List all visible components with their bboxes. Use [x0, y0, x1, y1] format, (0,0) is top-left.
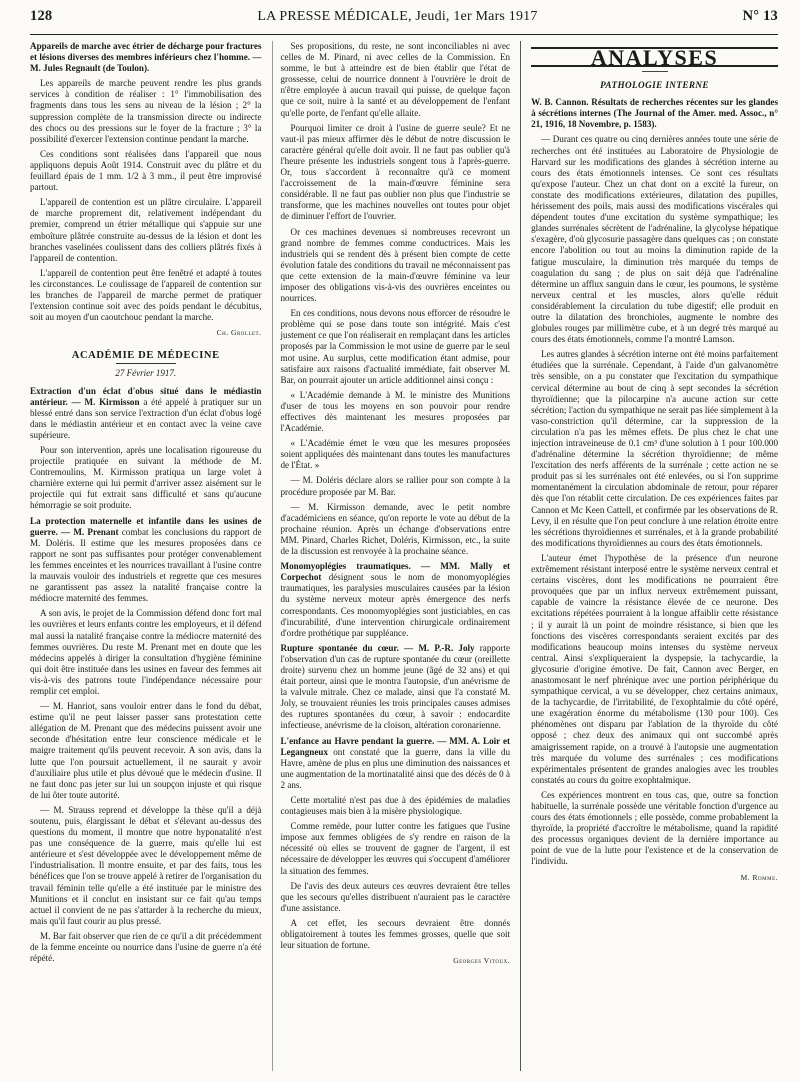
issue-number: N° 13	[742, 8, 778, 24]
discussion-paragraph: Or ces machines devenues si nombreuses recevront un grand nombre de femmes comme conductrices. Mais les industriels qui se rendent dès à présent bien compte de cette évolution fatale des conditions du travail ne méconnaissent pas que cette extension de la main-d'œuvre féminine va leur imposer des obligations vis-à-vis des ouvrières enceintes ou nourrices.	[280, 226, 511, 304]
page-header	[30, 8, 778, 35]
academie-heading: ACADÉMIE DE MÉDECINE	[71, 350, 220, 362]
enfance-paragraph: Comme remède, pour lutter contre les fatigues que l'usine impose aux femmes obligées de s'y rendre en raison de la nécessité où elles se trouvent de gagner de l'argent, il est nécessaire de développer les œuvres qui s'occupent d'améliorer la situation des femmes.	[280, 821, 511, 876]
heading-rule	[116, 363, 176, 364]
analysis-paragraph: L'auteur émet l'hypothèse de la présence d'un neurone extrêmement résistant interposé entre le système nerveux central et certains viscères, dont les modifications ne pourraient être provoquées que par un influx nerveux extrêmement puissant, capable de vaincre la résistance élevée de ce neurone. Des excitations répétées pourraient à la longue affaiblir cette résistance ; il y aurait là un point de moindre résistance, si bien que les fonctions des viscères correspondants seraient excités par des modifications beaucoup moins intenses du système nerveux central. Ainsi s'expliqueraient la dyspepsie, la tachycardie, la glycosurie d'origine émotive. De fait, Cannon avec Berger, en anastomosant le nerf phrénique avec une portion périphérique du sympathique cervical, a vu se développer, chez certains animaux, de la tachycardie, de l'irritabilité, de l'exophtalmie du côté opéré, une exagération énorme du métabolisme (130 pour 100). Ces phénomènes ont disparu par l'ablation de la thyroïde du côté opposé ; chez deux des animaux qui ont succombé après amaigrissement rapide, on a trouvé à l'autopsie une augmentation très marquée du volume des surrénales ; ces modifications expérimentales présentent de grandes analogies avec les troubles constatés au cours du goitre exophtalmique.	[531, 552, 778, 785]
enfance-paragraph: Cette mortalité n'est pas due à des épidémies de maladies contagieuses mais bien à la misère physiologique.	[280, 795, 511, 817]
analysis-paragraph: Ces expériences montrent en tous cas, que, outre sa fonction habituelle, la surrénale possède une véritable fonction d'urgence au cours des états émotionnels ; elle possède, comme probablement la thyroïde, la propriété d'accroître le métabolisme, quand la rapidité des processus organiques devient de la dernière importance au point de vue de la lutte pour l'existence et de la conservation de l'individu.	[531, 789, 778, 867]
section-heading: PATHOLOGIE INTERNE	[600, 80, 709, 91]
enfance-paragraph: A cet effet, les secours devraient être donnés obligatoirement à toutes les femmes grosses, quelle que soit leur situation de fortune.	[280, 917, 511, 951]
eclat-paragraph: Pour son intervention, après une localisation rigoureuse du projectile pratiquée en suivant la méthode de M. Contremoulins, M. Kirmisson pratiqua un large volet à charnière externe qui lui permit d'arriver assez aisément sur le projectile qui fut extrait sans difficulté et sans qu'aucune hémorragie se soit produite.	[30, 445, 262, 511]
column-1	[30, 41, 262, 1071]
protection-text: combat les conclusions du rapport de M. Doléris. Il estime que les mesures proposées dans ce rapport ne sont pas suffisantes pour protéger convenablement les femmes enceintes et les nourrices travaillant à l'usine contre la mauvais vouloir des industriels et regrette que ces mesures ne garantissent pas assez la natalité française contre la médiocre maternité des femmes.	[30, 526, 262, 604]
mono-text: désignent sous le nom de monomyoplégies traumatiques, les paralysies musculaires causées par la lésion du système nerveux moteur après émergence des nerfs correspondants. Ces monomyoplégies sont justiciables, en cas d'incurabilité, d'une intervention chirurgicale ordinairement d'ordre prothétique par suppléance.	[280, 572, 511, 638]
columns	[30, 41, 778, 1071]
enfance-paragraph: De l'avis des deux auteurs ces œuvres devraient être telles que les secours qu'elles distribuent n'auraient pas le caractère d'une assistance.	[280, 880, 511, 913]
protection-paragraph: A son avis, le projet de la Commission défend donc fort mal les ouvrières et leurs enfants contre les employeurs, et il défend mal aussi la natalité française contre la médiocre maternité des femmes ouvrières. Du reste M. Prenant met en doute que les médecins appelés à diriger la consultation d'hygiène féminine qui doit être instituée dans les usines en faveur des femmes ait vis-à-vis des patrons toute l'indépendance nécessaire pour remplir cet emploi.	[30, 608, 262, 696]
appareils-paragraph: Les appareils de marche peuvent rendre les plus grands services à condition de réaliser : 1° l'immobilisation des fragments dans tous les sens au niveau de la lésion ; 2° la suppression complète de la transmission directe ou indirecte des chocs ou des pressions sur le foyer de la fracture ; 3° la possibilité d'exercer l'extension continue pendant la marche.	[30, 78, 262, 144]
discussion-paragraph: Pourquoi limiter ce droit à l'usine de guerre seule? Et ne vaut-il pas mieux affirmer dès le début de notre discussion le caractère général qu'elle doit avoir. Il ne faut pas oublier qu'à l'heure présente les industriels songent tous à l'après-guerre. Or, tous s'accordent à reconnaître qu'à ce moment l'accroissement de la main-d'œuvre féminine sera considérable. Il ne faut pas oublier non plus que l'industrie se transforme, que les machines nouvelles ont toutes pour objet de diminuer l'effort de l'ouvrier.	[280, 122, 511, 222]
discussion-paragraph: — M. Doléris déclare alors se rallier pour son compte à la procédure proposée par M. Bar.	[280, 475, 511, 497]
appareils-title: Appareils de marche avec étrier de décharge pour fractures et lésions diverses des membres inférieurs chez l'homme. — M. Jules Regnault (de Toulon).	[30, 41, 262, 74]
session-date: 27 Février 1917.	[115, 368, 177, 379]
quoted-paragraph: « L'Académie demande à M. le ministre des Munitions d'user de tous les moyens en son pouvoir pour rendre effectives dès maintenant les mesures proposées par l'Académie.	[280, 389, 511, 434]
enfance-text: ont constaté que la guerre, dans la ville du Havre, amène de plus en plus une diminution des naissances et une augmentation de la mortinatalité ainsi que des décès de 0 à 2 ans.	[280, 746, 511, 790]
heading-rule	[642, 71, 668, 72]
column-2	[272, 41, 511, 1071]
mono-title: Monomyoplégies traumatiques. — MM. Mally et Corpechot	[280, 561, 511, 583]
eclat-text: a été appelé à pratiquer sur un blessé entré dans son service l'extraction d'un éclat d'obus logé dans le médiastin antérieur et en contact avec la veine cave supérieure.	[30, 396, 262, 440]
protection-paragraph: — M. Hanriot, sans vouloir entrer dans le fond du débat, estime qu'il ne peut laisser passer sans protestation cette allégation de M. Prenant que des médecins puissent avoir une seconde d'hésitation entre leur conscience médicale et le maigre traitement qu'ils peuvent recevoir. A son avis, dans la lutte que l'on poursuit actuellement, il ne saurait y avoir d'auxiliaire plus utile et plus dévoué que le médecin d'usine. Il ne faut donc pas jeter sur lui un soupçon injuste et qui risque de lui ôter toute autorité.	[30, 701, 262, 800]
rupture-text: rapporte l'observation d'un cas de rupture spontanée du cœur (oreillette droite) survenu chez un homme jeune (âgé de 32 ans) et qui était porteur, ainsi que le montra l'autopsie, d'un anévrisme de la valvule mitrale. Chez ce malade, ainsi que l'a constaté M. Joly, se trouvaient réunies les trois principales causes admises des ruptures spontanées du cœur, à savoir : endocardite infectieuse, anévrisme de la cloison, altération coronarienne.	[280, 642, 511, 731]
signature: Georges Vitoux.	[453, 956, 511, 966]
protection-paragraph: M. Bar fait observer que rien de ce qu'il a dit précédemment de la femme enceinte ou nourrice dans l'usine de guerre n'a été répété.	[30, 930, 262, 964]
discussion-paragraph: En ces conditions, nous devons nous efforcer de résoudre le problème qui se pose dans toute son intégrité. Mais c'est justement ce que l'on réaliserait en remplaçant dans les articles proposés par la Commission le mot usine de guerre par le seul mot usine. Au surplus, cette modification étant admise, pour satisfaire aux raisons d'actualité immédiate, fait observer M. Bar, on pourrait ajouter un article additionnel ainsi conçu :	[280, 308, 511, 385]
analyses-heading: ANALYSES	[531, 47, 778, 67]
quoted-paragraph: « L'Académie émet le vœu que les mesures proposées soient appliquées dès maintenant dans toutes les manufactures de l'État. »	[280, 438, 511, 471]
column-3	[520, 41, 778, 1071]
cannon-title: W. B. Cannon. Résultats de recherches récentes sur les glandes à sécrétions internes (The Journal of the Amer. med. Assoc., n° 21, 1916, 18 Novembre, p. 1583).	[531, 97, 778, 130]
appareils-paragraph: L'appareil de contention peut être fenêtré et adapté à toutes les circonstances. Le coulissage de l'appareil de contention sur les branches de l'appareil de marche permet de pratiquer l'extension continue soit avec des poids pendant le décubitus, soit au moyen d'un caoutchouc pendant la marche.	[30, 267, 262, 323]
protection-title: La protection maternelle et infantile dans les usines de guerre. — M. Prenant	[30, 515, 262, 537]
rupture-title: Rupture spontanée du cœur. — M. P.-R. Joly	[280, 642, 475, 653]
eclat-title: Extraction d'un éclat d'obus situé dans le médiastin antérieur. — M. Kirmisson	[30, 385, 262, 407]
signature: M. Romme.	[740, 872, 778, 882]
analysis-paragraph: Les autres glandes à sécrétion interne ont été moins parfaitement étudiées que la surrénale. Cependant, à l'aide d'un galvanomètre très sensible, on a pu constater que l'excitation du sympathique cervical détermine au bout de cinq à sept secondes la sécrétion thyroïdienne; que la pilocarpine n'a aucune action sur cette sécrétion; l'action du sympathique ne serait pas liée simplement à la vaso-constriction qu'il détermine, car la suppression de la circulation n'a pas les mêmes effets. De plus chez le chat une injection intraveineuse de 0.1 cm³ d'une solution à 1 pour 100.000 d'adrénaline détermine la sécrétion thyroïdienne; de même l'excitation des nerfs afférents de la surrénale ; cette action ne se produit pas si les surrénales ont été enlevées, ou si l'on supprime momentanément la circulation abdominale de retour, pour réparer dès que l'on rétablit cette circulation. De ces expériences faites par Cannon et Mc Keen Cattell, et confirmée par les observations de R. Levy, il en résulte que l'on peut conclure à une relation étroite entre les sécrétions thyroïdiennes et surrénales, et à la grande probabilité des modifications thyroïdiennes au cours des états émotionnels.	[531, 349, 778, 548]
discussion-paragraph: — M. Kirmisson demande, avec le petit nombre d'académiciens en séance, qu'on reporte le vote au début de la prochaine réunion. Après un échange d'observations entre MM. Pinard, Charles Richet, Doléris, Kirmisson, etc., la suite de la discussion est renvoyée à la prochaine séance.	[280, 501, 511, 557]
enfance-title: L'enfance au Havre pendant la guerre. — MM. A. Loir et Legangneux	[280, 735, 511, 757]
analysis-paragraph: — Durant ces quatre ou cinq dernières années toute une série de recherches ont été instituées au Laboratoire de Physiologie de Harvard sur les modifications des glandes à sécrétion interne au cours des états émotionnels intenses. Ce sont ces résultats qu'expose l'auteur. Chez un chat dont on a excité la fureur, on constate des modifications extérieures, dilatation des pupilles, hérissement des poils, mais aussi des modifications viscérales qui dépendent toutes d'une excitation du système sympathique; les glandes surrénales sécrètent de l'adrénaline, la glycolyse hépatique s'exagère, d'où glycosurie passagère dans quelques cas ; on constate encore l'abolition ou tout au moins la diminution rapide de la fatigue musculaire, la diminution très marquée du temps de coagulation du sang ; de plus on sait déjà que l'adrénaline détermine un afflux sanguin dans le cœur, les poumons, le système nerveux central et les muscles, alors qu'elle réduit considérablement la circulation du tube digestif; elle produit en outre la dilatation des bronchioles, augmente le nombre des globules rouges par millimètre cube, et à un degré très marqué au cours des états émotionnels, comme l'a montré Lamson.	[531, 134, 778, 345]
signature: Ch. Grollet.	[216, 328, 262, 338]
journal-line: LA PRESSE MÉDICALE, Jeudi, 1er Mars 1917	[257, 9, 538, 24]
protection-paragraph: — M. Strauss reprend et développe la thèse qu'il a déjà soutenu, puis, élargissant le débat et s'élevant au-dessus des questions du moment, il montre que notre hyponatalité n'est pas une conséquence de la guerre, mais qu'elle lui est antérieure et s'est développée avec le développement même de l'industrialisation. Il montre ensuite, et par des faits, tous les bénéfices que l'on se trouve appelé à retirer de l'organisation du travail féminin telle qu'elle a été instituée par le ministre des Munitions et il conclut en insistant sur ce fait qu'au temps actuel il convient de ne pas s'attarder à la recherche du mieux, mais qu'il faut courir au plus pressé.	[30, 804, 262, 926]
appareils-paragraph: Ces conditions sont réalisées dans l'appareil que nous appliquons depuis Août 1914. Construit avec du plâtre et du feuillard épais de 1 mm. 1/2 à 3 mm., il peut être improvisé partout.	[30, 148, 262, 193]
appareils-paragraph: L'appareil de contention est un plâtre circulaire. L'appareil de marche proprement dit, relativement indépendant du premier, comprend un étrier métallique qui s'appuie sur une emboîture plâtrée construite au-dessus de la lésion et dont les branches vaselinées coulissent dans des colliers plâtrés fixés à l'appareil de contention.	[30, 197, 262, 263]
discussion-paragraph: Ses propositions, du reste, ne sont inconciliables ni avec celles de M. Pinard, ni avec celles de la Commission. En somme, le but à atteindre est de bien établir que l'état de grossesse, celui de nourrice donnent à l'ouvrière le droit de n'être employée à aucun travail qui puisse, de quelque façon que ce soit, nuire à la santé et au développement de l'enfant qu'elle porte, de l'enfant qu'elle allaite.	[280, 41, 511, 118]
page-number: 128	[30, 8, 53, 24]
